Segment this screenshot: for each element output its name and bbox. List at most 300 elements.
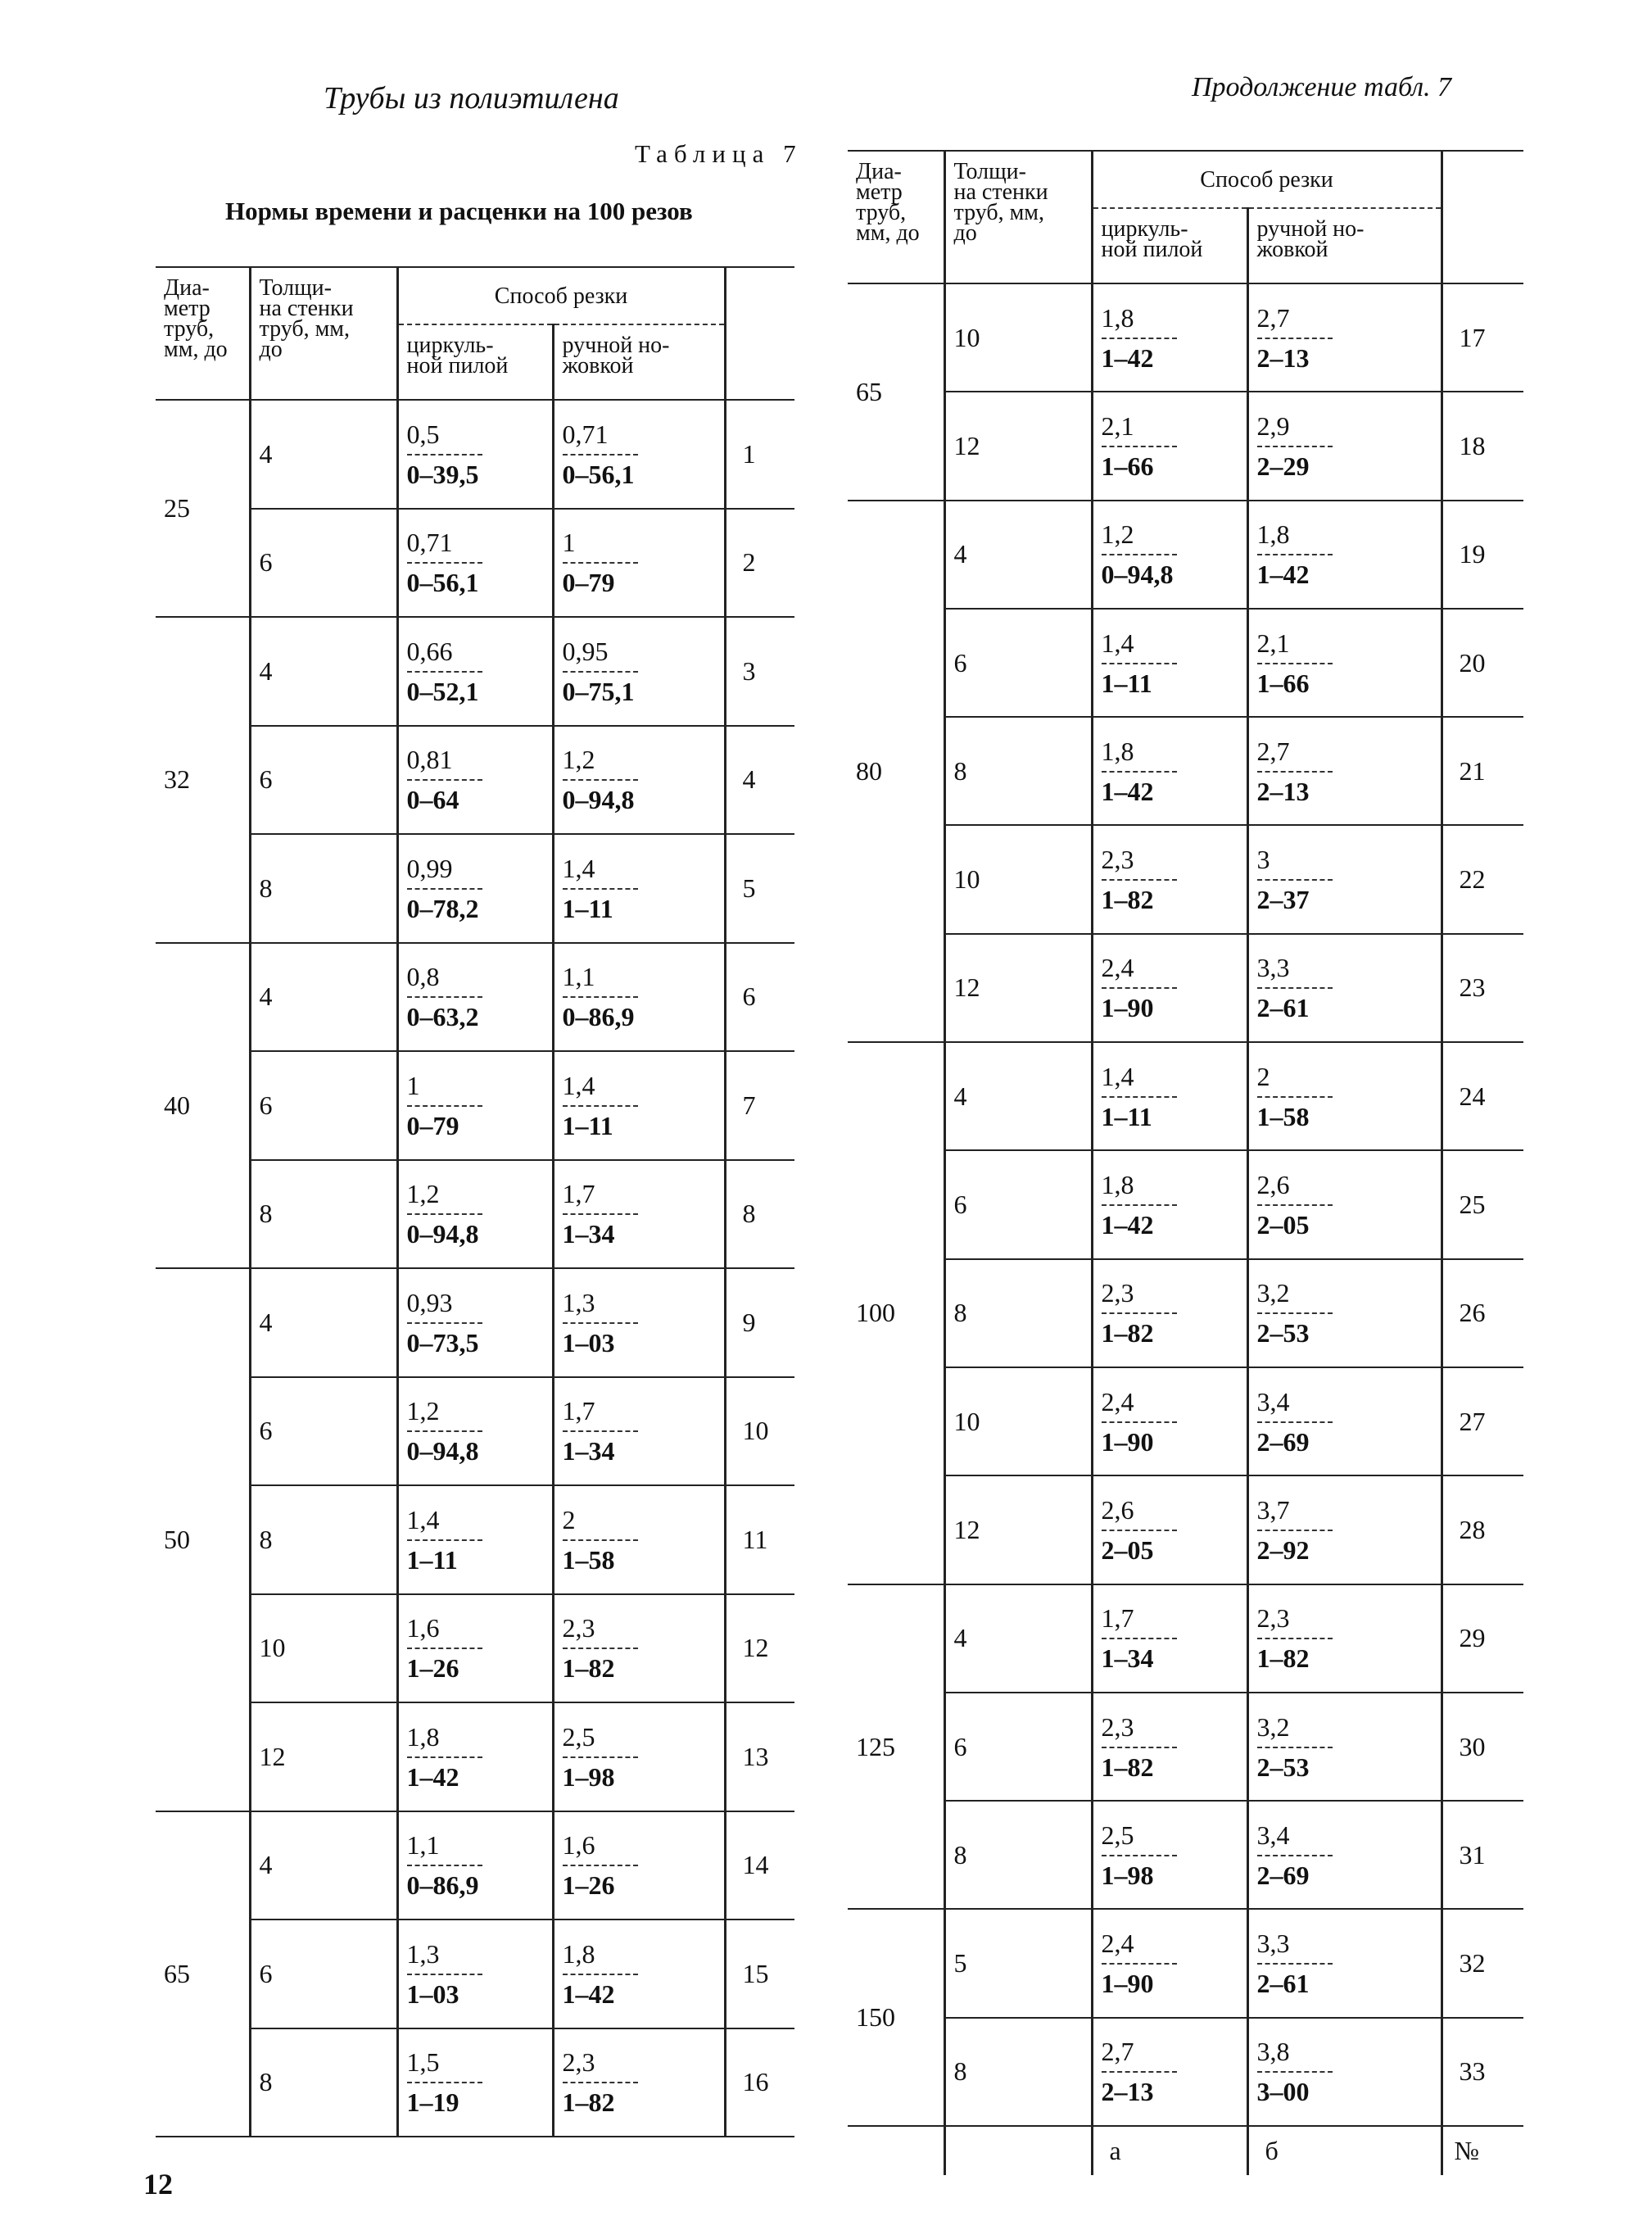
- col-header-diameter: Диа- метр труб, мм, до: [156, 267, 250, 400]
- thickness-cell: 8: [250, 1485, 397, 1594]
- fraction-line: [407, 996, 482, 998]
- col-header-thickness: Толщи- на стенки труб, мм, до: [250, 267, 397, 400]
- rate-value: 2–69: [1256, 1426, 1310, 1457]
- hacksaw-cell: [553, 1051, 725, 1160]
- circular-saw-cell: [397, 1160, 553, 1269]
- row-number-cell: 32: [1442, 1909, 1523, 2017]
- fraction-line: [563, 1430, 638, 1432]
- fraction-line: [1257, 446, 1333, 447]
- rate-value: 1–82: [1101, 1318, 1154, 1348]
- rate-value: 2–69: [1256, 1860, 1310, 1890]
- hacksaw-cell: [1247, 1584, 1442, 1693]
- row-number-cell: 10: [725, 1377, 794, 1486]
- table-row: [848, 1367, 1523, 1475]
- circular-saw-cell: [1092, 2018, 1247, 2126]
- thickness-cell: 8: [944, 2018, 1092, 2126]
- thickness-cell: 8: [250, 1160, 397, 1269]
- norm-time: 0,99: [406, 853, 453, 883]
- rate-value: 1–42: [1101, 1210, 1154, 1240]
- norm-time: 1,8: [1101, 302, 1134, 333]
- circular-saw-cell: [397, 617, 553, 726]
- table-row: [848, 1150, 1523, 1258]
- fraction-line: [563, 1105, 638, 1107]
- hacksaw-cell: [1247, 1259, 1442, 1367]
- norms-table-right: [848, 150, 1523, 2175]
- thickness-cell: 6: [944, 609, 1092, 717]
- norm-time: 0,81: [406, 745, 453, 775]
- thickness-cell: 10: [944, 825, 1092, 933]
- norm-time: 1,4: [1101, 628, 1134, 658]
- fraction-line: [1102, 987, 1177, 989]
- thickness-cell: 12: [944, 1475, 1092, 1584]
- hacksaw-cell: [1247, 1475, 1442, 1584]
- thickness-cell: 6: [944, 1150, 1092, 1258]
- thickness-cell: 10: [944, 1367, 1092, 1475]
- fraction-line: [407, 1322, 482, 1324]
- hacksaw-cell: [553, 1160, 725, 1269]
- row-number-cell: 21: [1442, 717, 1523, 825]
- norm-time: 1: [406, 1070, 420, 1100]
- rate-value: 0–78,2: [406, 893, 479, 923]
- fraction-line: [1102, 1204, 1177, 1206]
- circular-saw-cell: [1092, 1367, 1247, 1475]
- diameter-cell: 100: [848, 1042, 944, 1584]
- fraction-line: [1257, 663, 1333, 664]
- row-number-cell: 12: [725, 1594, 794, 1703]
- rate-value: 0–63,2: [406, 1002, 479, 1032]
- table-row: [848, 934, 1523, 1042]
- running-title: Трубы из полиэтилена: [324, 81, 619, 116]
- rate-value: 1–11: [562, 1110, 613, 1140]
- fraction-line: [407, 1648, 482, 1649]
- circular-saw-cell: [397, 1051, 553, 1160]
- norm-time: 1,3: [562, 1287, 595, 1317]
- row-number-cell: 29: [1442, 1584, 1523, 1693]
- thickness-cell: 4: [944, 1584, 1092, 1693]
- norm-time: 1,8: [406, 1721, 440, 1752]
- fraction-line: [563, 1322, 638, 1324]
- table-row: [848, 501, 1523, 609]
- norm-time: 3,8: [1256, 2037, 1290, 2067]
- rate-value: 0–94,8: [406, 1219, 479, 1249]
- table-row: [848, 2018, 1523, 2126]
- rate-value: 1–42: [1256, 560, 1310, 590]
- thickness-cell: 8: [944, 717, 1092, 825]
- thickness-cell: 4: [944, 1042, 1092, 1150]
- col-header-empty: [725, 267, 794, 400]
- row-number-cell: 16: [725, 2028, 794, 2137]
- rate-value: 1–82: [562, 2087, 615, 2118]
- rate-value: 1–82: [1256, 1643, 1310, 1674]
- norm-time: 1,8: [562, 1938, 595, 1969]
- circular-saw-cell: [1092, 934, 1247, 1042]
- norm-time: 3: [1256, 845, 1270, 875]
- circular-saw-cell: [1092, 1909, 1247, 2017]
- circular-saw-cell: [397, 1268, 553, 1377]
- rate-value: 1–90: [1101, 1969, 1154, 1999]
- fraction-line: [407, 1756, 482, 1758]
- row-number-cell: 5: [725, 834, 794, 943]
- rate-value: 1–66: [1101, 451, 1154, 481]
- circular-saw-cell: [397, 834, 553, 943]
- norm-time: 2,5: [562, 1721, 595, 1752]
- fraction-line: [1257, 554, 1333, 555]
- fraction-line: [563, 996, 638, 998]
- table-row: [156, 2028, 794, 2137]
- norm-time: 1,2: [562, 745, 595, 775]
- rate-value: 1–58: [562, 1544, 615, 1575]
- diameter-cell: 25: [156, 400, 250, 617]
- norm-time: 2,7: [1256, 302, 1290, 333]
- rate-value: 0–86,9: [562, 1002, 635, 1032]
- hacksaw-cell: [553, 1811, 725, 1920]
- thickness-cell: 5: [944, 1909, 1092, 2017]
- norm-time: 1,3: [406, 1938, 440, 1969]
- hacksaw-cell: [553, 1268, 725, 1377]
- hacksaw-cell: [1247, 934, 1442, 1042]
- col-header-diameter: Диа- метр труб, мм, до: [848, 151, 944, 283]
- norm-time: 2,4: [1101, 1929, 1134, 1959]
- footer-empty: [848, 2126, 944, 2175]
- thickness-cell: 6: [250, 726, 397, 835]
- norm-time: 1,8: [1101, 1170, 1134, 1200]
- fraction-line: [1257, 987, 1333, 989]
- row-number-cell: 22: [1442, 825, 1523, 933]
- rate-value: 1–42: [406, 1761, 459, 1792]
- row-number-cell: 7: [725, 1051, 794, 1160]
- table-row: [156, 943, 794, 1052]
- fraction-line: [1257, 1530, 1333, 1531]
- norm-time: 2: [562, 1504, 576, 1534]
- fraction-line: [563, 562, 638, 564]
- row-number-cell: 4: [725, 726, 794, 835]
- thickness-cell: 10: [944, 283, 1092, 392]
- row-number-cell: 2: [725, 509, 794, 618]
- table-row: [848, 392, 1523, 500]
- table-row: [848, 825, 1523, 933]
- hacksaw-cell: [1247, 1693, 1442, 1801]
- norm-time: 3,4: [1256, 1386, 1290, 1416]
- row-number-cell: 26: [1442, 1259, 1523, 1367]
- diameter-cell: 40: [156, 943, 250, 1269]
- fraction-line: [1102, 338, 1177, 339]
- fraction-line: [407, 454, 482, 456]
- footer-col-b: б: [1247, 2126, 1442, 2175]
- fraction-line: [563, 1865, 638, 1866]
- thickness-cell: 4: [944, 501, 1092, 609]
- rate-value: 1–11: [1101, 668, 1152, 698]
- rate-value: 2–53: [1256, 1752, 1310, 1782]
- rate-value: 1–66: [1256, 668, 1310, 698]
- rate-value: 2–13: [1256, 776, 1310, 806]
- fraction-line: [1102, 879, 1177, 881]
- norm-time: 1,8: [1256, 519, 1290, 550]
- rate-value: 0–94,8: [406, 1436, 479, 1466]
- norm-time: 1,7: [1101, 1603, 1134, 1634]
- norm-time: 1,8: [1101, 736, 1134, 766]
- norm-time: 1,4: [406, 1504, 440, 1534]
- norm-time: 1,1: [562, 962, 595, 992]
- fraction-line: [1102, 2071, 1177, 2073]
- table-row: [156, 400, 794, 509]
- col-header-thickness: Толщи- на стенки труб, мм, до: [944, 151, 1092, 283]
- fraction-line: [1102, 1638, 1177, 1639]
- fraction-line: [1102, 1855, 1177, 1856]
- table-row: [156, 1160, 794, 1269]
- rate-value: 1–11: [562, 893, 613, 923]
- row-number-cell: 20: [1442, 609, 1523, 717]
- fraction-line: [1102, 1096, 1177, 1098]
- hacksaw-cell: [553, 726, 725, 835]
- row-number-cell: 25: [1442, 1150, 1523, 1258]
- footer-empty: [944, 2126, 1092, 2175]
- diameter-cell: 50: [156, 1268, 250, 1811]
- hacksaw-cell: [553, 1485, 725, 1594]
- fraction-line: [1102, 446, 1177, 447]
- fraction-line: [1102, 1963, 1177, 1965]
- table-row: [848, 1801, 1523, 1909]
- table-row: [156, 1811, 794, 1920]
- row-number-cell: 27: [1442, 1367, 1523, 1475]
- norm-time: 1,6: [562, 1830, 595, 1861]
- thickness-cell: 8: [944, 1801, 1092, 1909]
- fraction-line: [407, 1430, 482, 1432]
- fraction-line: [1257, 1421, 1333, 1423]
- fraction-line: [563, 454, 638, 456]
- circular-saw-cell: [1092, 1584, 1247, 1693]
- norm-time: 0,71: [406, 528, 453, 558]
- fraction-line: [563, 671, 638, 673]
- table-row: [848, 1693, 1523, 1801]
- norm-time: 2,6: [1101, 1494, 1134, 1525]
- diameter-cell: 150: [848, 1909, 944, 2126]
- rate-value: 1–58: [1256, 1101, 1310, 1131]
- norm-time: 2,6: [1256, 1170, 1290, 1200]
- fraction-line: [1257, 771, 1333, 773]
- table-row: [156, 1485, 794, 1594]
- row-number-cell: 31: [1442, 1801, 1523, 1909]
- thickness-cell: 4: [250, 1268, 397, 1377]
- table-row: [156, 726, 794, 835]
- table-row: [848, 1259, 1523, 1367]
- fraction-line: [563, 779, 638, 781]
- table-row: [848, 1584, 1523, 1693]
- hacksaw-cell: [1247, 501, 1442, 609]
- circular-saw-cell: [1092, 1801, 1247, 1909]
- rate-value: 1–34: [562, 1219, 615, 1249]
- norm-time: 1,1: [406, 1830, 440, 1861]
- table-caption: Нормы времени и расценки на 100 резов: [225, 197, 693, 225]
- row-number-cell: 3: [725, 617, 794, 726]
- rate-value: 2–05: [1256, 1210, 1310, 1240]
- row-number-cell: 14: [725, 1811, 794, 1920]
- hacksaw-cell: [553, 509, 725, 618]
- rate-value: 1–03: [562, 1327, 615, 1357]
- rate-value: 2–05: [1101, 1534, 1154, 1565]
- rate-value: 0–39,5: [406, 459, 479, 489]
- hacksaw-cell: [553, 1702, 725, 1811]
- circular-saw-cell: [397, 1377, 553, 1486]
- table-row: [156, 1377, 794, 1486]
- fraction-line: [1257, 879, 1333, 881]
- col-header-circular: циркуль- ной пилой: [397, 324, 553, 400]
- thickness-cell: 12: [250, 1702, 397, 1811]
- row-number-cell: 13: [725, 1702, 794, 1811]
- rate-value: 2–61: [1256, 1969, 1310, 1999]
- thickness-cell: 10: [250, 1594, 397, 1703]
- norm-time: 3,3: [1256, 953, 1290, 983]
- fraction-line: [1257, 1204, 1333, 1206]
- norm-time: 2,3: [1101, 845, 1134, 875]
- rate-value: 2–37: [1256, 885, 1310, 915]
- thickness-cell: 6: [250, 1051, 397, 1160]
- hacksaw-cell: [553, 1594, 725, 1703]
- footer-col-no: №: [1442, 2126, 1523, 2175]
- norm-time: 0,5: [406, 419, 440, 449]
- table-row: [156, 1702, 794, 1811]
- rate-value: 0–86,9: [406, 1870, 479, 1901]
- rate-value: 1–42: [1101, 342, 1154, 373]
- norm-time: 1,4: [562, 853, 595, 883]
- rate-value: 2–61: [1256, 993, 1310, 1023]
- row-number-cell: 9: [725, 1268, 794, 1377]
- norm-time: 1,4: [1101, 1061, 1134, 1091]
- row-number-cell: 19: [1442, 501, 1523, 609]
- rate-value: 1–98: [1101, 1860, 1154, 1890]
- rate-value: 0–79: [562, 568, 615, 598]
- hacksaw-cell: [553, 400, 725, 509]
- fraction-line: [1257, 1312, 1333, 1314]
- circular-saw-cell: [1092, 825, 1247, 933]
- circular-saw-cell: [397, 1811, 553, 1920]
- circular-saw-cell: [397, 1485, 553, 1594]
- table-row: [848, 283, 1523, 392]
- col-header-method: Способ резки: [1092, 151, 1442, 208]
- hacksaw-cell: [1247, 1909, 1442, 2017]
- footer-col-a: а: [1092, 2126, 1247, 2175]
- norm-time: 1,2: [406, 1179, 440, 1209]
- diameter-cell: 80: [848, 501, 944, 1042]
- fraction-line: [407, 2082, 482, 2083]
- norm-time: 3,2: [1256, 1278, 1290, 1308]
- rate-value: 1–98: [562, 1761, 615, 1792]
- hacksaw-cell: [1247, 1150, 1442, 1258]
- fraction-line: [563, 888, 638, 890]
- col-header-circular: циркуль- ной пилой: [1092, 208, 1247, 283]
- row-number-cell: 8: [725, 1160, 794, 1269]
- col-header-hacksaw: ручной но- жовкой: [553, 324, 725, 400]
- thickness-cell: 6: [250, 1920, 397, 2028]
- thickness-cell: 12: [944, 392, 1092, 500]
- thickness-cell: 6: [250, 509, 397, 618]
- norm-time: 0,95: [562, 636, 609, 666]
- hacksaw-cell: [1247, 609, 1442, 717]
- rate-value: 0–94,8: [1101, 560, 1174, 590]
- rate-value: 1–42: [1101, 776, 1154, 806]
- circular-saw-cell: [397, 2028, 553, 2137]
- rate-value: 1–42: [562, 1978, 615, 2009]
- norm-time: 1,7: [562, 1179, 595, 1209]
- norm-time: 0,8: [406, 962, 440, 992]
- norm-time: 3,7: [1256, 1494, 1290, 1525]
- norm-time: 1,7: [562, 1396, 595, 1426]
- circular-saw-cell: [1092, 392, 1247, 500]
- fraction-line: [407, 562, 482, 564]
- fraction-line: [563, 1648, 638, 1649]
- fraction-line: [407, 779, 482, 781]
- norm-time: 1,2: [1101, 519, 1134, 550]
- fraction-line: [1257, 338, 1333, 339]
- row-number-cell: 6: [725, 943, 794, 1052]
- circular-saw-cell: [1092, 1259, 1247, 1367]
- table-label: Таблица 7: [635, 139, 803, 168]
- fraction-line: [1102, 1530, 1177, 1531]
- norm-time: 2,3: [562, 2047, 595, 2078]
- hacksaw-cell: [1247, 717, 1442, 825]
- continuation-title: Продолжение табл. 7: [1192, 72, 1452, 102]
- col-header-empty: [1442, 151, 1523, 283]
- circular-saw-cell: [397, 726, 553, 835]
- norm-time: 0,71: [562, 419, 609, 449]
- thickness-cell: 4: [250, 1811, 397, 1920]
- hacksaw-cell: [1247, 1042, 1442, 1150]
- table-row: [156, 1594, 794, 1703]
- norm-time: 2,3: [562, 1613, 595, 1643]
- norm-time: 1,2: [406, 1396, 440, 1426]
- rate-value: 0–94,8: [562, 785, 635, 815]
- thickness-cell: 8: [250, 834, 397, 943]
- rate-value: 2–13: [1101, 2077, 1154, 2107]
- row-number-cell: 1: [725, 400, 794, 509]
- hacksaw-cell: [553, 2028, 725, 2137]
- circular-saw-cell: [1092, 1475, 1247, 1584]
- norm-time: 1,6: [406, 1613, 440, 1643]
- fraction-line: [563, 1539, 638, 1541]
- fraction-line: [407, 671, 482, 673]
- hacksaw-cell: [553, 1377, 725, 1486]
- fraction-line: [407, 1539, 482, 1541]
- norm-time: 2,1: [1101, 410, 1134, 441]
- fraction-line: [1102, 1312, 1177, 1314]
- diameter-cell: 65: [156, 1811, 250, 2137]
- rate-value: 0–75,1: [562, 676, 635, 706]
- norm-time: 0,66: [406, 636, 453, 666]
- table-row: [156, 834, 794, 943]
- rate-value: 1–82: [1101, 1752, 1154, 1782]
- fraction-line: [407, 1105, 482, 1107]
- circular-saw-cell: [397, 1702, 553, 1811]
- rate-value: 1–82: [1101, 885, 1154, 915]
- fraction-line: [407, 1213, 482, 1215]
- row-number-cell: 11: [725, 1485, 794, 1594]
- rate-value: 1–82: [562, 1653, 615, 1684]
- col-header-method: Способ резки: [397, 267, 725, 324]
- norm-time: 3,2: [1256, 1711, 1290, 1742]
- norm-time: 2,3: [1101, 1278, 1134, 1308]
- rate-value: 1–26: [562, 1870, 615, 1901]
- thickness-cell: 4: [250, 943, 397, 1052]
- table-row: [156, 1051, 794, 1160]
- row-number-cell: 23: [1442, 934, 1523, 1042]
- circular-saw-cell: [1092, 609, 1247, 717]
- table-row: [848, 1475, 1523, 1584]
- norm-time: 2,3: [1101, 1711, 1134, 1742]
- thickness-cell: 4: [250, 400, 397, 509]
- fraction-line: [1257, 2071, 1333, 2073]
- fraction-line: [1257, 1747, 1333, 1748]
- thickness-cell: 8: [250, 2028, 397, 2137]
- rate-value: 1–19: [406, 2087, 459, 2118]
